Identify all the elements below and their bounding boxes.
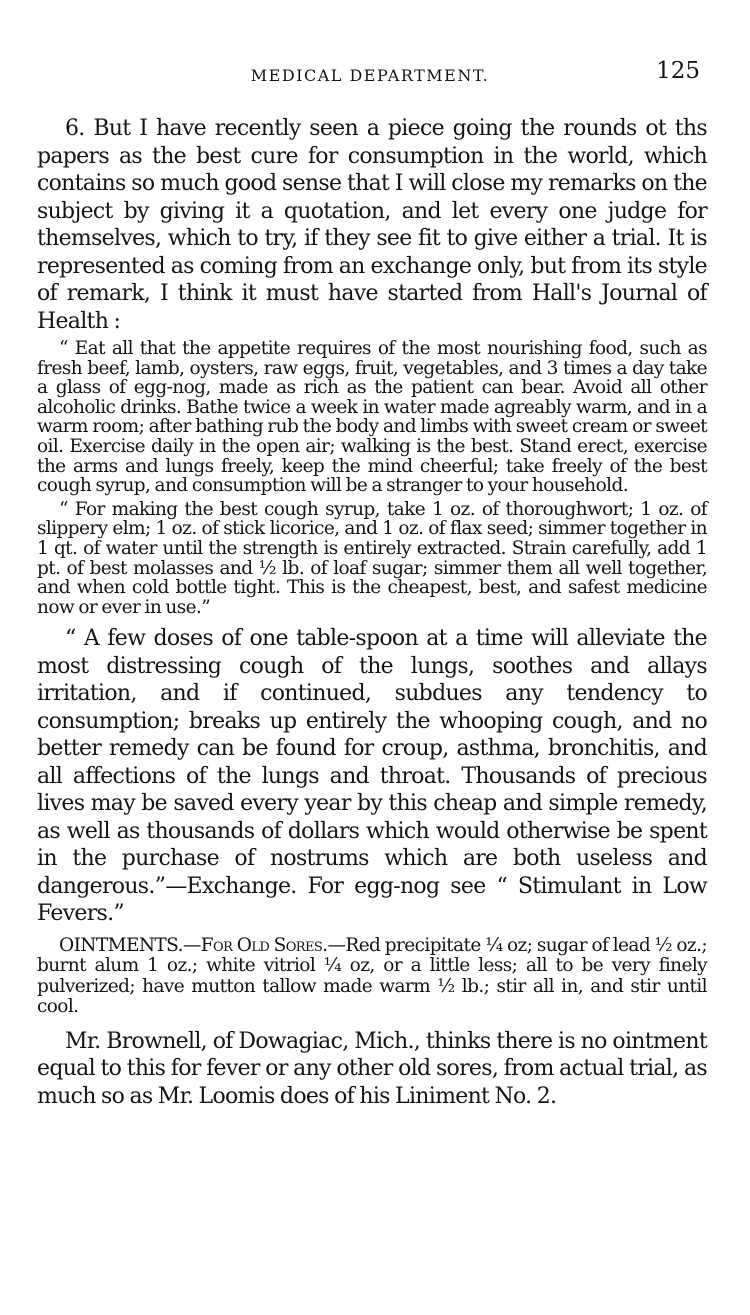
page-header xyxy=(40,58,700,92)
page-number: 125 xyxy=(656,58,700,84)
ointment-subheading: —For Old Sores. xyxy=(182,934,328,956)
ointment-heading: OINTMENTS. xyxy=(59,934,183,956)
running-head: MEDICAL DEPARTMENT. xyxy=(250,66,490,85)
quote-cough-syrup: “ For making the best cough syrup, take 1 oz. of thoroughwort; 1 oz. of slippery elm; 1 oz. of stick licorice, and 1 oz. of flax seed; simmer together in 1 qt. of water until the strength is entirely extracted. Strain carefully, add 1 pt. of best molasses and ½ lb. of loaf sugar; simmer them all well together, and when cold bottle tight. This is the cheapest, best, and safest medicine now or ever in use.” xyxy=(37,498,707,618)
paragraph-syrup-benefits: “ A few doses of one table-spoon at a time will alleviate the most distressing cough of the lungs, soothes and allays irritation, and if continued, subdues any tendency to consumption; breaks up entirely the whooping cough, and no better remedy can be found for croup, asthma, bronchitis, and all affections of the lungs and throat. Thousands of precious lives may be saved every year by this cheap and simple remedy, as well as thousands of dollars which would otherwise be spent in the purchase of nostrums which are both useless and dangerous.”—Exchange. For egg-nog see “ Stimulant in Low Fevers.” xyxy=(37,626,707,927)
paragraph-consumption-intro: 6. But I have recently seen a piece going the rounds ot ths papers as the best cure for consumption in the world, which contains so much good sense that I will close my remarks on the subject by giving it a quotation, and let every one judge for themselves, which to try, if they see fit to give either a trial. It is represented as coming from an exchange only, but from its style of remark, I think it must have started from Hall's Journal of Health : xyxy=(37,116,707,334)
ointment-text: —Red precipitate ¼ oz; sugar of lead ½ oz.; burnt alum 1 oz.; white vitriol ¼ oz, or a little less; all to be very finely pulverized; have mutton tallow made warm ½ lb.; stir all in, and stir until cool. xyxy=(37,934,707,1018)
quote-diet-advice: “ Eat all that the appetite requires of the most nourishing food, such as fresh beef, lamb, oysters, raw eggs, fruit, vegetables, and 3 times a day take a glass of egg-nog, made as rich as the patient can bear. Avoid all other alcoholic drinks. Bathe twice a week in water made agreably warm, and in a warm room; after bathing rub the body and limbs with sweet cream or sweet oil. Exercise daily in the open air; walking is the best. Stand erect, exercise the arms and lungs freely, keep the mind cheerful; take freely of the best cough syrup, and consumption will be a stranger to your household. xyxy=(37,338,707,497)
paragraph-testimonial: Mr. Brownell, of Dowagiac, Mich., thinks there is no ointment equal to this for fever or any other old sores, from actual trial, as much so as Mr. Loomis does of his Liniment No. 2. xyxy=(37,1028,707,1109)
ointment-recipe xyxy=(37,936,707,1018)
page-body xyxy=(37,115,707,1110)
